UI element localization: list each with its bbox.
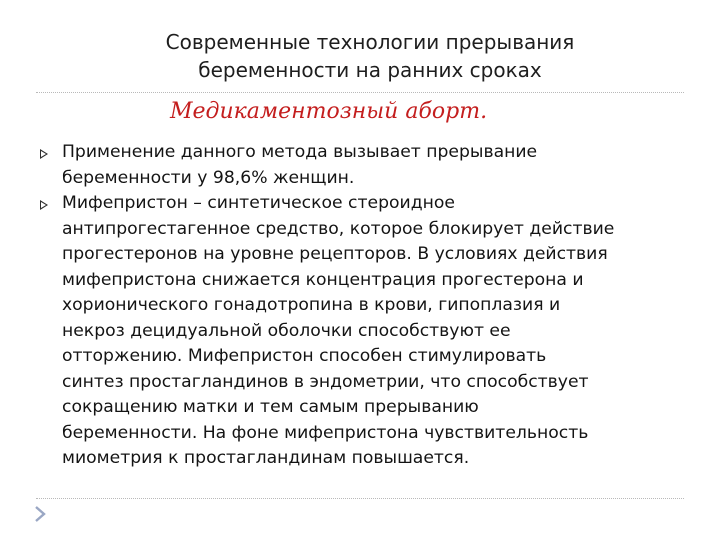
bullet-line: хорионического гонадотропина в крови, гипоплазия и xyxy=(62,295,561,315)
bullet-line: миометрия к простагландинам повышается. xyxy=(62,448,470,468)
title-line: беременности на ранних сроках xyxy=(198,58,542,82)
bullet-line: беременности. На фоне мифепристона чувствительность xyxy=(62,422,589,443)
slide-subtitle: Медикаментозный аборт. xyxy=(170,99,488,124)
slide-title xyxy=(110,28,630,84)
triangle-bullet-icon xyxy=(40,200,48,210)
bullet-line: синтез простагландинов в эндометрии, что способствует xyxy=(62,371,589,392)
bullet-line: мифепристона снижается концентрация прогестерона и xyxy=(62,269,584,290)
bullet-item xyxy=(38,191,688,472)
bullet-line: отторжению. Мифепристон способен стимулировать xyxy=(62,346,547,366)
triangle-bullet-icon xyxy=(40,149,48,159)
title-line: Современные технологии прерывания xyxy=(165,30,575,54)
bullet-item xyxy=(38,140,688,191)
bullet-line: Мифепристон – синтетическое стероидное xyxy=(62,193,455,213)
bullet-line: беременности у 98,6% женщин. xyxy=(62,167,355,188)
bullet-line: прогестеронов на уровне рецепторов. В условиях действия xyxy=(62,244,608,264)
bullet-line: сокращению матки и тем самым прерыванию xyxy=(62,397,479,417)
bottom-divider xyxy=(36,498,684,499)
top-divider xyxy=(36,92,684,93)
next-slide-arrow-icon[interactable] xyxy=(32,506,48,522)
bullet-list xyxy=(38,140,688,472)
bullet-line: некроз децидуальной оболочки способствуют ее xyxy=(62,320,511,341)
bullet-line: Применение данного метода вызывает прерывание xyxy=(62,142,538,162)
bullet-line: антипрогестагенное средство, которое блокирует действие xyxy=(62,218,615,239)
